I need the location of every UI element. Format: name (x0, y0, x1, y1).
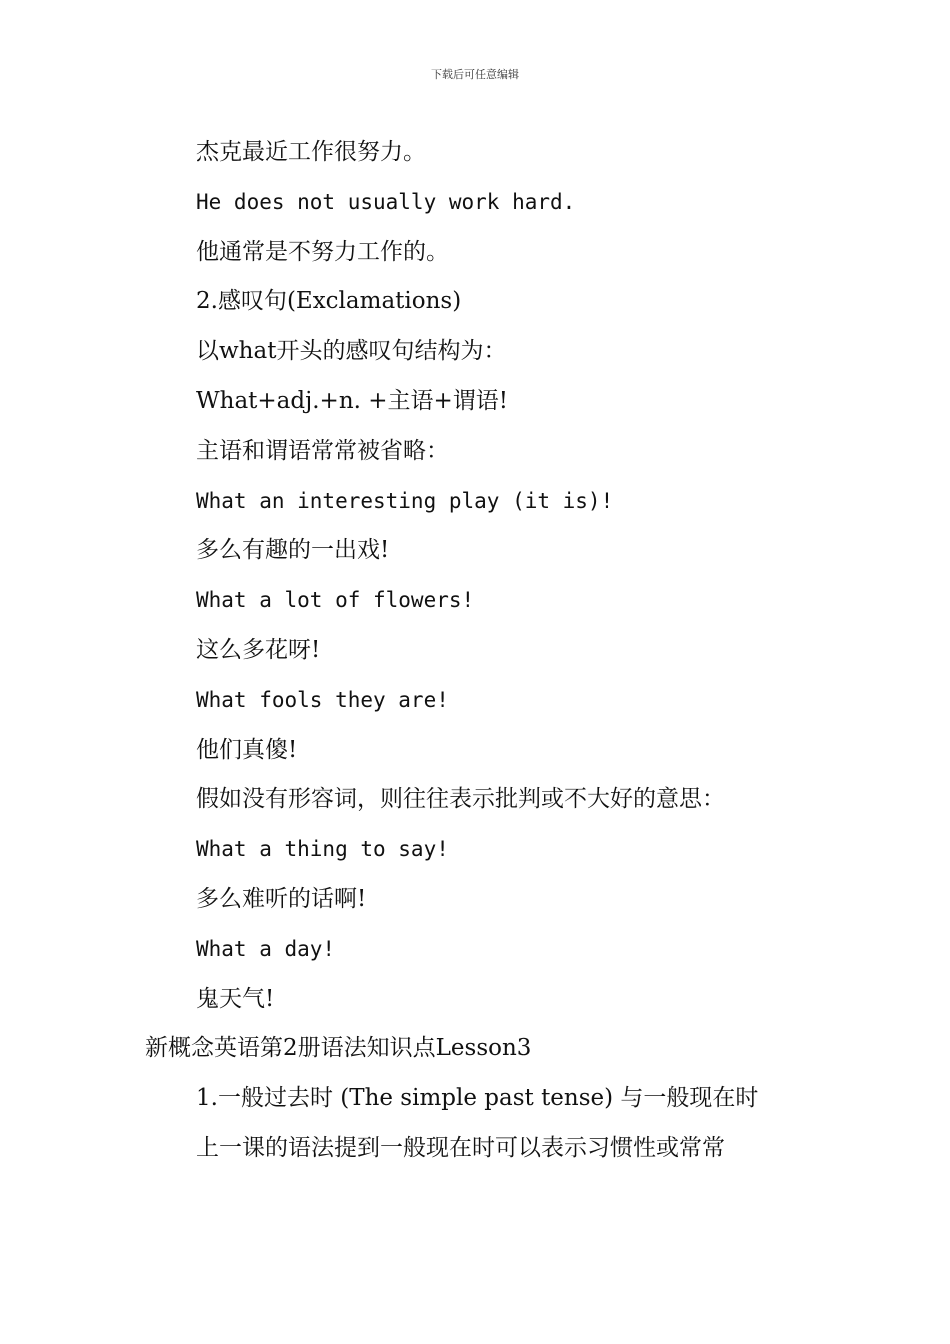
text-line: What+adj.+n. +主语+谓语! (196, 387, 509, 414)
text-line: 多么难听的话啊! (196, 885, 367, 912)
text-line: What a lot of flowers! (196, 588, 475, 613)
text-line: 这么多花呀! (196, 636, 321, 663)
text-line: 鬼天气! (196, 985, 275, 1012)
paragraph: 上一课的语法提到一般现在时可以表示习惯性或常常 (196, 1134, 725, 1161)
document-body (145, 128, 810, 1174)
text-line: 多么有趣的一出戏! (196, 537, 390, 564)
text-line: What a day! (196, 936, 336, 961)
text-line: He does not usually work hard. (196, 189, 576, 214)
text-line: 杰克最近工作很努力。 (196, 139, 426, 165)
text-line: 主语和谓语常常被省略： (196, 437, 449, 464)
text-line: What fools they are! (196, 687, 449, 712)
page-header: 下载后可任意编辑 (431, 68, 519, 81)
text-line: 假如没有形容词，则往往表示批判或不大好的意思： (196, 786, 725, 813)
text-line: What an interesting play (it is)! (196, 488, 614, 513)
text-line: What a thing to say! (196, 837, 449, 862)
paragraph: 1.一般过去时 (The simple past tense) 与一般现在时 (196, 1085, 759, 1112)
section-title: 新概念英语第2册语法知识点Lesson3 (145, 1035, 532, 1062)
text-line: 他通常是不努力工作的。 (196, 238, 449, 265)
subheading: 2.感叹句(Exclamations) (196, 288, 462, 315)
text-line: 他们真傻! (196, 736, 298, 763)
text-line: 以what开头的感叹句结构为： (196, 338, 507, 365)
